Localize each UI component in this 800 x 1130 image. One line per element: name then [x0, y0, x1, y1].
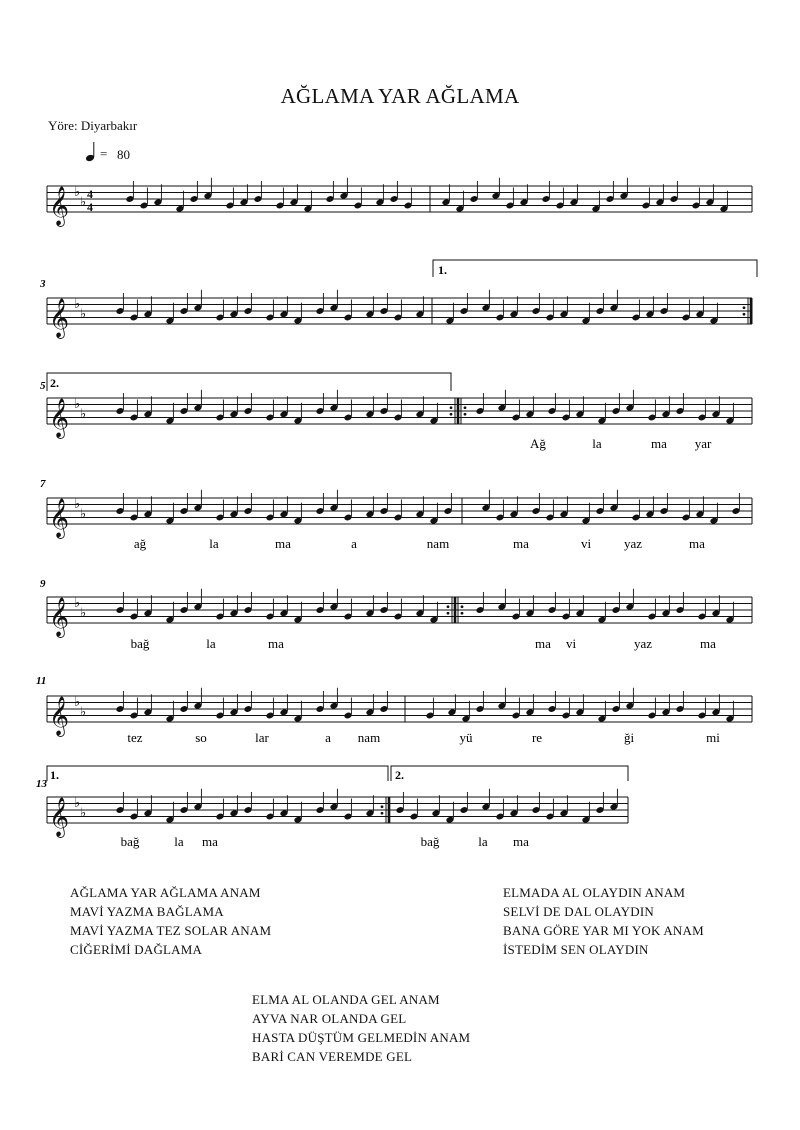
flat-icon: ♭ — [80, 306, 87, 321]
lyric-syllable: yaz — [623, 536, 643, 551]
verse-line: SELVİ DE DAL OLAYDIN — [503, 904, 654, 919]
verse-line: MAVİ YAZMA BAĞLAMA — [70, 904, 224, 919]
lyric-syllable: bağ — [120, 834, 140, 849]
lyric-syllable: re — [531, 730, 543, 745]
verse-line: ELMADA AL OLAYDIN ANAM — [503, 885, 686, 900]
flat-icon: ♭ — [74, 795, 81, 810]
lyric-syllable: la — [478, 834, 488, 849]
flat-icon: ♭ — [74, 184, 81, 199]
verse-line: AYVA NAR OLANDA GEL — [252, 1011, 407, 1026]
lyric-syllable: ağ — [133, 536, 147, 551]
verse-line: MAVİ YAZMA TEZ SOLAR ANAM — [70, 923, 272, 938]
measure-number: 7 — [40, 478, 46, 490]
verse-line: HASTA DÜŞTÜM GELMEDİN ANAM — [252, 1030, 471, 1045]
flat-icon: ♭ — [80, 406, 87, 421]
staff-system — [47, 490, 752, 539]
volta-bracket — [391, 766, 628, 782]
svg-text:4: 4 — [87, 187, 93, 201]
verse-line: AĞLAMA YAR AĞLAMA ANAM — [70, 885, 261, 900]
verse-center — [252, 990, 470, 1066]
staff-system — [47, 390, 752, 439]
lyric-syllable: la — [209, 536, 219, 551]
treble-clef-icon: 𝄞 — [49, 597, 70, 637]
verse-right — [503, 883, 704, 959]
volta-bracket — [47, 766, 388, 782]
flat-icon: ♭ — [80, 704, 87, 719]
flat-icon: ♭ — [74, 595, 81, 610]
verse-line: İSTEDİM SEN OLAYDIN — [503, 942, 649, 957]
treble-clef-icon: 𝄞 — [49, 298, 70, 338]
staff-system — [47, 789, 628, 838]
measure-number: 3 — [40, 278, 46, 290]
lyric-syllable: Ağ — [530, 436, 546, 451]
lyric-syllable: bağ — [420, 834, 440, 849]
staff-system — [47, 178, 752, 227]
flat-icon: ♭ — [80, 506, 87, 521]
treble-clef-icon: 𝄞 — [49, 696, 70, 736]
tempo-value: 80 — [117, 147, 130, 162]
lyric-syllable: mi — [706, 730, 720, 745]
flat-icon: ♭ — [74, 396, 81, 411]
lyric-syllable: bağ — [130, 636, 150, 651]
svg-text:4: 4 — [87, 200, 93, 214]
region-label: Yöre: Diyarbakır — [48, 118, 138, 133]
lyric-syllable: ma — [268, 636, 284, 651]
svg-text:2.: 2. — [50, 376, 59, 390]
measure-number: 5 — [40, 380, 46, 392]
lyric-syllable: yar — [694, 436, 712, 451]
tempo-note-icon — [85, 142, 95, 162]
lyric-syllable: a — [325, 730, 331, 745]
lyric-syllable: ma — [513, 536, 529, 551]
staff-system — [47, 589, 752, 638]
verse-line: ELMA AL OLANDA GEL ANAM — [252, 992, 440, 1007]
lyric-syllable: a — [351, 536, 357, 551]
flat-icon: ♭ — [80, 805, 87, 820]
svg-text:1.: 1. — [438, 263, 447, 277]
lyric-syllable: ma — [275, 536, 291, 551]
lyric-syllable: vi — [565, 636, 577, 651]
verse-line: CİĞERİMİ DAĞLAMA — [70, 942, 203, 957]
lyric-syllable: lar — [255, 730, 269, 745]
flat-icon: ♭ — [74, 496, 81, 511]
lyric-syllable: ma — [202, 834, 218, 849]
lyric-syllable: vi — [580, 536, 592, 551]
lyric-syllable: so — [195, 730, 207, 745]
volta-bracket — [47, 373, 451, 391]
lyric-syllable: yaz — [633, 636, 653, 651]
volta-bracket — [433, 260, 757, 277]
lyric-syllable: nam — [426, 536, 450, 551]
measure-number: 9 — [40, 578, 46, 590]
flat-icon: ♭ — [74, 296, 81, 311]
verse-line: BARİ CAN VEREMDE GEL — [252, 1049, 413, 1064]
song-title: AĞLAMA YAR AĞLAMA — [280, 84, 520, 108]
lyric-syllable: la — [174, 834, 184, 849]
measure-number: 11 — [36, 675, 47, 687]
svg-text:2.: 2. — [395, 768, 404, 782]
svg-text:1.: 1. — [50, 768, 59, 782]
treble-clef-icon: 𝄞 — [49, 398, 70, 438]
lyric-syllable: ma — [689, 536, 705, 551]
lyric-syllable: ma — [535, 636, 551, 651]
verse-left — [70, 883, 271, 959]
treble-clef-icon: 𝄞 — [49, 186, 70, 226]
verse-line: BANA GÖRE YAR MI YOK ANAM — [503, 923, 704, 938]
lyric-syllable: ma — [651, 436, 667, 451]
lyric-syllable: ma — [513, 834, 529, 849]
lyric-syllable: la — [206, 636, 216, 651]
lyric-syllable: ği — [623, 730, 635, 745]
treble-clef-icon: 𝄞 — [49, 498, 70, 538]
measure-number: 13 — [36, 778, 47, 790]
lyric-syllable: yü — [459, 730, 473, 745]
lyric-syllable: ma — [700, 636, 716, 651]
lyric-syllable: tez — [127, 730, 143, 745]
lyric-syllable: la — [592, 436, 602, 451]
staff-system — [47, 290, 752, 339]
flat-icon: ♭ — [80, 605, 87, 620]
flat-icon: ♭ — [74, 694, 81, 709]
lyric-syllable: nam — [357, 730, 381, 745]
tempo-equals: = — [100, 146, 108, 161]
flat-icon: ♭ — [80, 194, 87, 209]
treble-clef-icon: 𝄞 — [49, 797, 70, 837]
staff-system — [47, 688, 752, 737]
